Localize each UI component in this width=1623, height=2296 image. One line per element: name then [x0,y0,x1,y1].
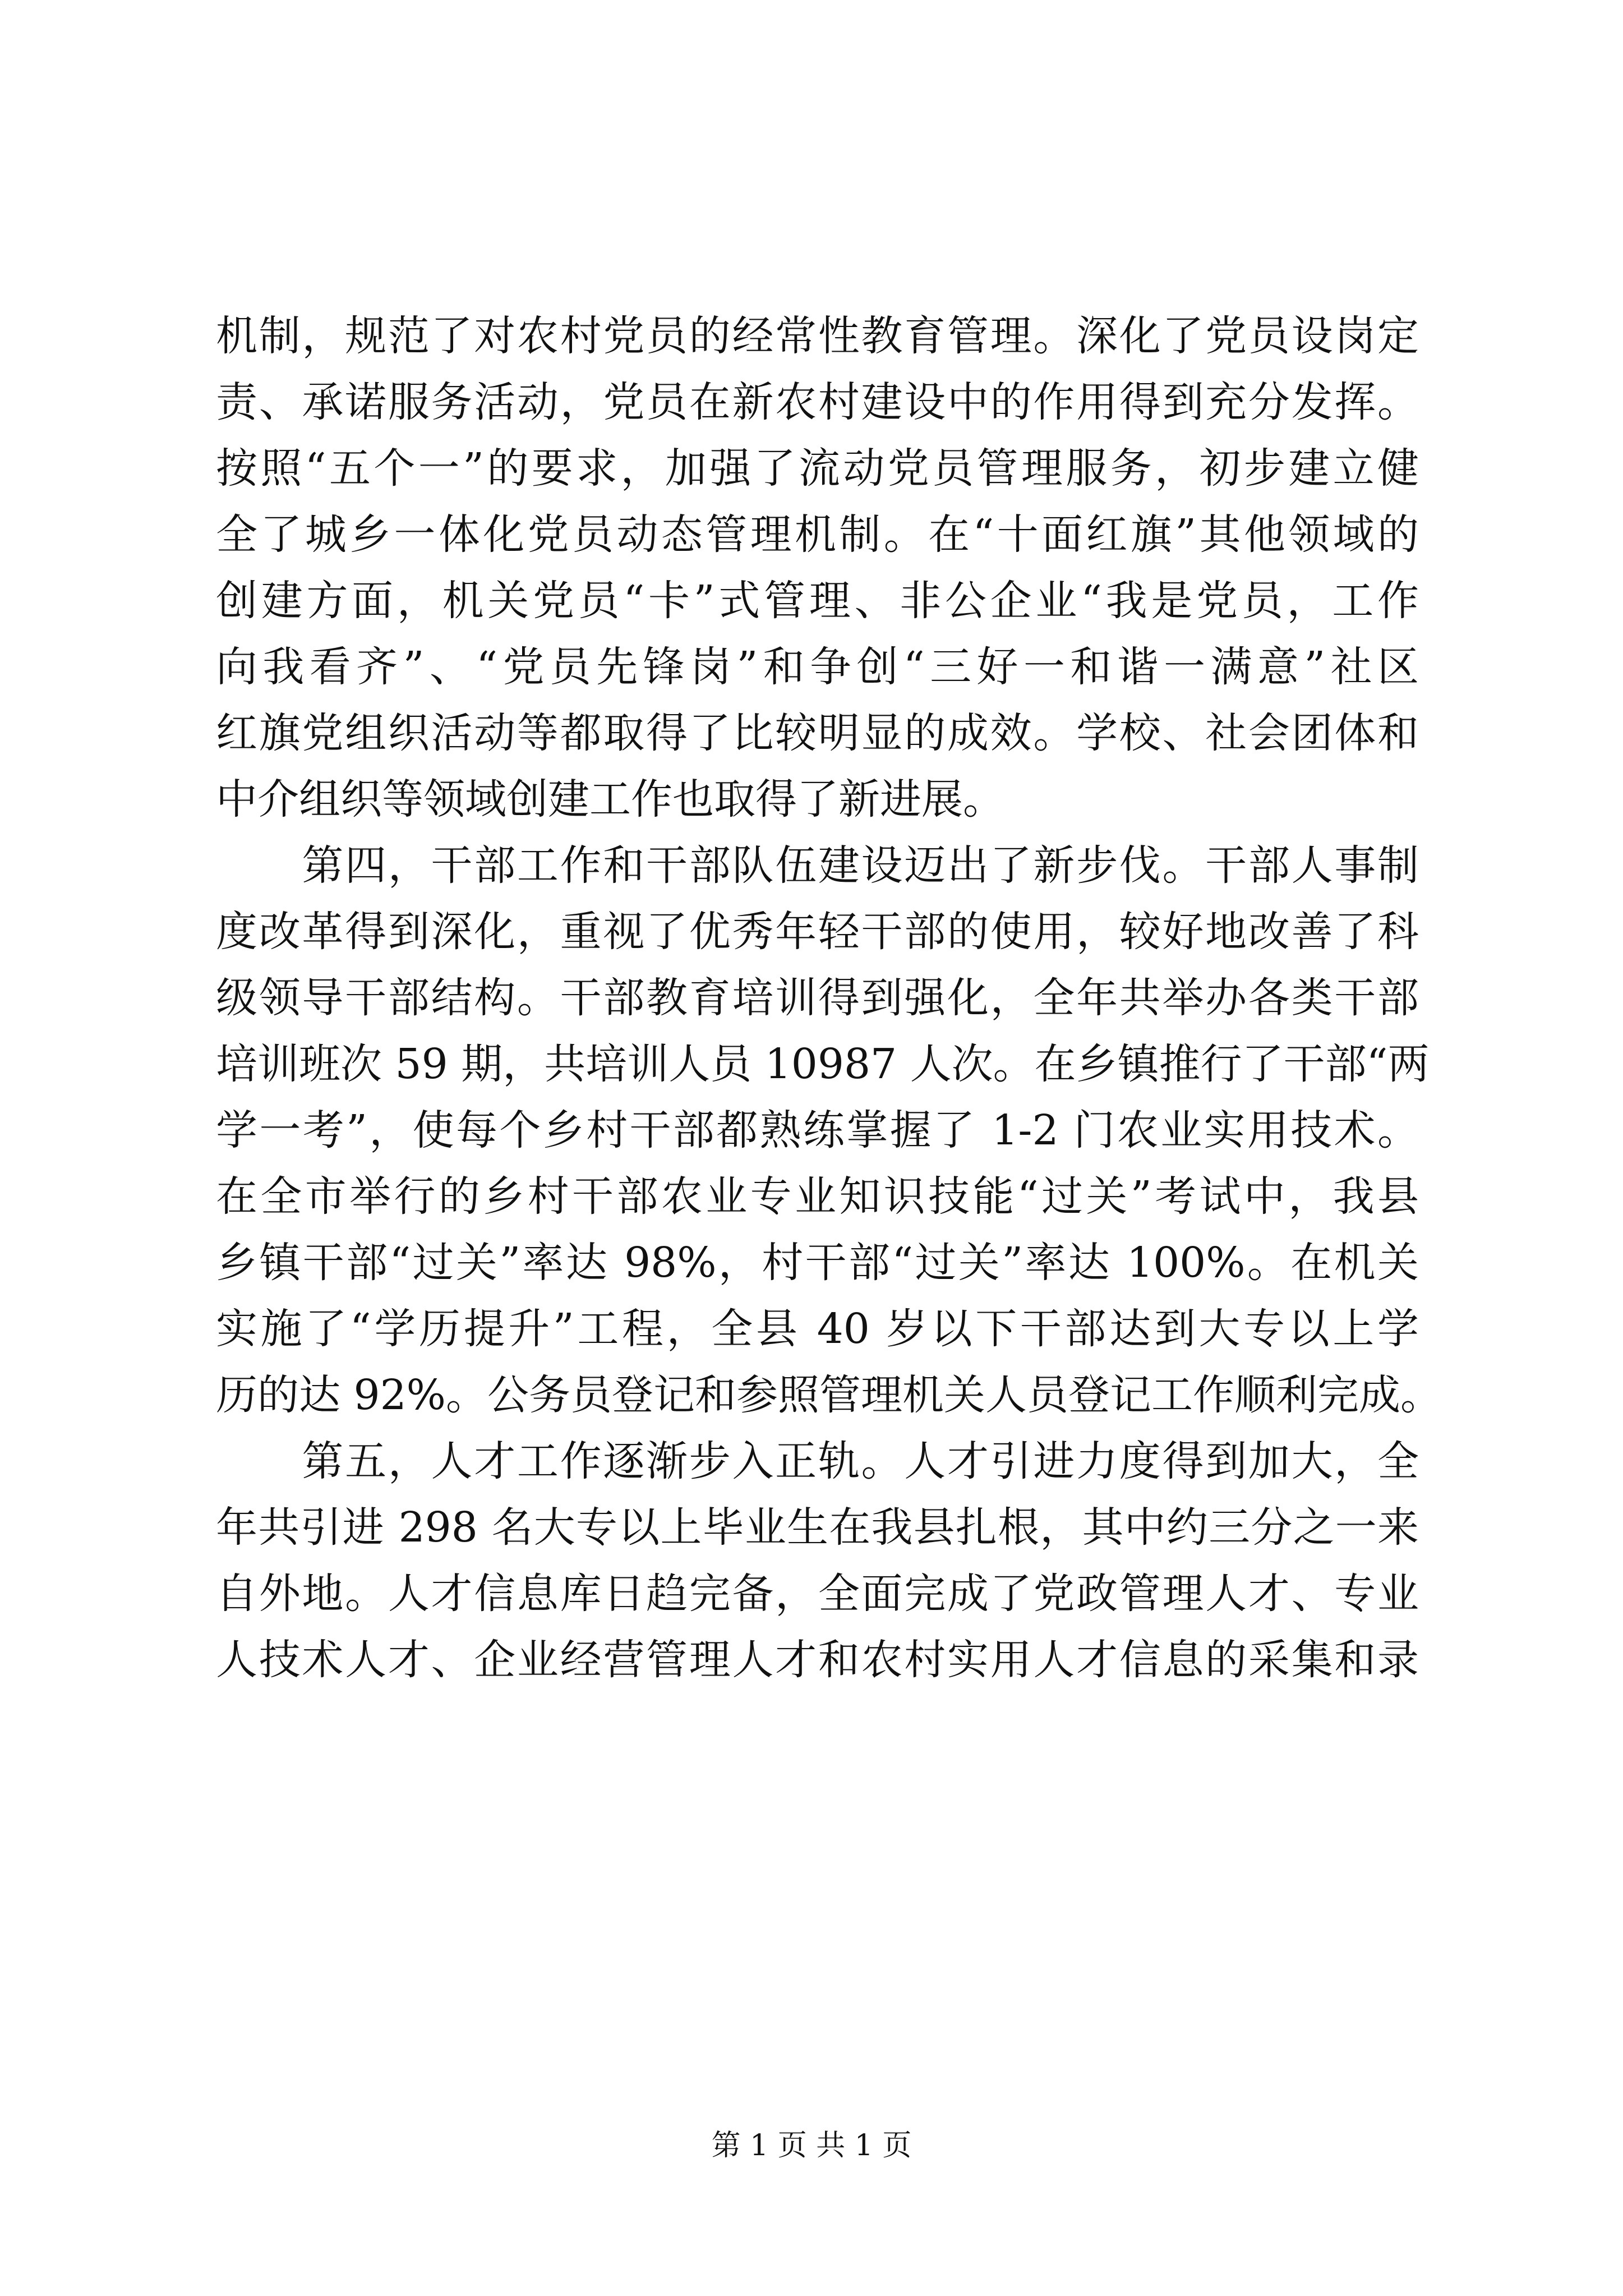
text-line: 按照“五个一”的要求，加强了流动党员管理服务，初步建立健 [216,444,1419,493]
text-line: 向我看齐”、“党员先锋岗”和争创“三好一和谐一满意”社区 [216,643,1419,691]
text-line: 机制，规范了对农村党员的经常性教育管理。深化了党员设岗定 [216,312,1419,360]
text-line: 创建方面，机关党员“卡”式管理、非公企业“我是党员，工作 [216,577,1419,625]
text-line: 乡镇干部“过关”率达 98%，村干部“过关”率达 100%。在机关 [216,1239,1419,1287]
text-line: 历的达 92%。公务员登记和参照管理机关人员登记工作顺利完成。 [216,1371,1442,1419]
text-line: 实施了“学历提升”工程，全县 40 岁以下干部达到大专以上学 [216,1305,1419,1353]
text-line: 在全市举行的乡村干部农业专业知识技能“过关”考试中，我县 [216,1172,1419,1221]
text-line: 自外地。人才信息库日趋完备，全面完成了党政管理人才、专业 [216,1570,1419,1618]
paragraph-start-line: 第五，人才工作逐渐步入正轨。人才引进力度得到加大，全 [216,1437,1419,1485]
paragraph-start-line: 第四，干部工作和干部队伍建设迈出了新步伐。干部人事制 [216,841,1419,890]
text-line: 学一考”，使每个乡村干部都熟练掌握了 1-2 门农业实用技术。 [216,1106,1419,1154]
text-line: 责、承诺服务活动，党员在新农村建设中的作用得到充分发挥。 [216,378,1419,426]
text-line: 红旗党组织活动等都取得了比较明显的成效。学校、社会团体和 [216,709,1419,757]
text-line: 培训班次 59 期，共培训人员 10987 人次。在乡镇推行了干部“两 [216,1040,1430,1088]
text-line: 年共引进 298 名大专以上毕业生在我县扎根，其中约三分之一来 [216,1503,1419,1552]
text-line: 度改革得到深化，重视了优秀年轻干部的使用，较好地改善了科 [216,908,1419,956]
text-line: 级领导干部结构。干部教育培训得到强化，全年共举办各类干部 [216,974,1419,1022]
text-line: 全了城乡一体化党员动态管理机制。在“十面红旗”其他领域的 [216,510,1419,559]
page-footer: 第 1 页 共 1 页 [711,2129,912,2162]
text-line: 人技术人才、企业经营管理人才和农村实用人才信息的采集和录 [216,1636,1419,1684]
text-line: 中介组织等领域创建工作也取得了新进展。 [216,775,1004,823]
document-body [216,303,1442,1693]
